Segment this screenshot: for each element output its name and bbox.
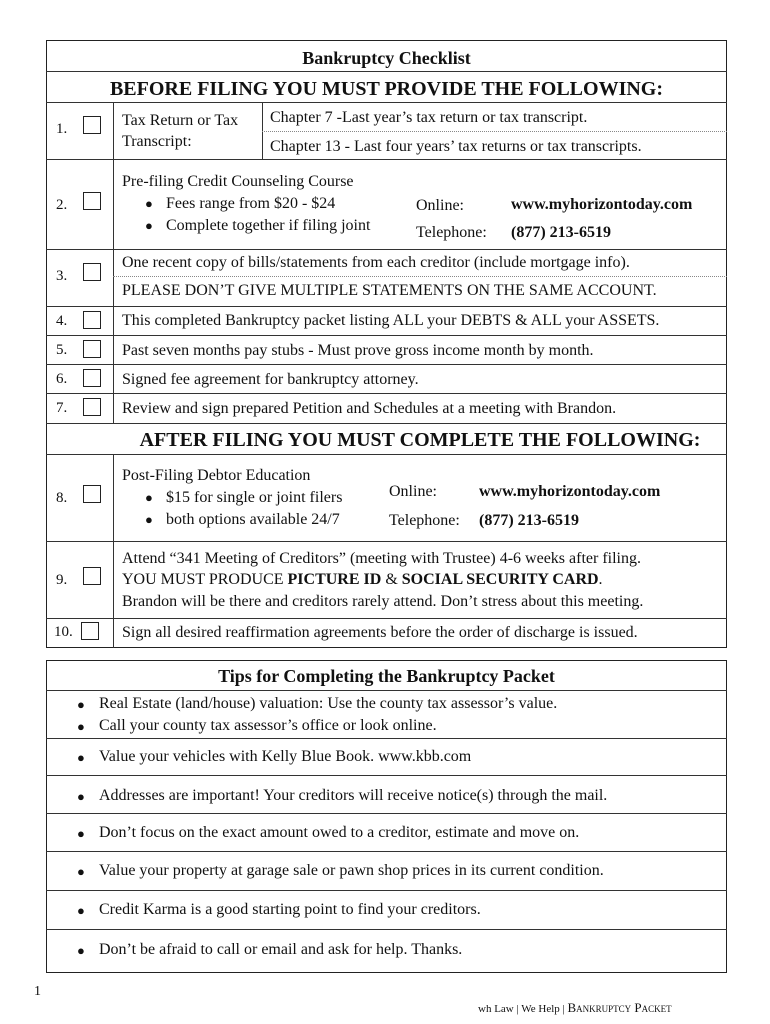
item-3-checkbox[interactable] [83, 263, 101, 281]
bullet-icon: ● [77, 903, 85, 918]
item-2-title: Pre-filing Credit Counseling Course [122, 173, 354, 190]
bullet-icon: ● [77, 789, 85, 804]
item-2-online-label: Online: [416, 197, 464, 214]
item-2-phone-label: Telephone: [416, 224, 487, 241]
item-9-line3: Brandon will be there and creditors rarely attend. Don’t stress about this meeting. [122, 593, 644, 610]
bullet-icon: ● [77, 864, 85, 879]
item-8-checkbox[interactable] [83, 485, 101, 503]
item-2-bullet2: Complete together if filing joint [166, 217, 371, 234]
bullet-icon: ● [77, 697, 85, 712]
item-6-text: Signed fee agreement for bankruptcy attorney. [122, 371, 419, 388]
item-2-bullet1: Fees range from $20 - $24 [166, 195, 336, 212]
item-10-text: Sign all desired reaffirmation agreements before the order of discharge is issued. [122, 624, 638, 641]
tip-item: Don’t be afraid to call or email and ask for help. Thanks. [99, 941, 463, 958]
item-number: 3. [56, 268, 68, 284]
item-1-label: Tax Return or Tax [122, 112, 239, 129]
item-2-online-url: www.myhorizontoday.com [511, 196, 693, 213]
tip-item: Value your vehicles with Kelly Blue Book. www.kbb.com [99, 748, 472, 765]
item-5-checkbox[interactable] [83, 340, 101, 358]
checklist-title: Bankruptcy Checklist [302, 48, 471, 68]
item-number: 2. [56, 197, 68, 213]
item-4-text: This completed Bankruptcy packet listing ALL your DEBTS & ALL your ASSETS. [122, 312, 660, 329]
item-10-checkbox[interactable] [81, 622, 99, 640]
item-1-chapter7: Chapter 7 -Last year’s tax return or tax transcript. [270, 109, 588, 126]
item-7-text: Review and sign prepared Petition and Schedules at a meeting with Brandon. [122, 400, 617, 417]
item-8-bullet1: $15 for single or joint filers [166, 489, 343, 506]
item-8-online-url: www.myhorizontoday.com [479, 483, 661, 500]
item-8-online-label: Online: [389, 483, 437, 500]
tip-item: Real Estate (land/house) valuation: Use the county tax assessor’s value. [99, 695, 558, 712]
before-filing-header: BEFORE FILING YOU MUST PROVIDE THE FOLLOWING: [109, 78, 664, 100]
page-number: 1 [34, 984, 41, 999]
item-number: 9. [56, 572, 68, 588]
tip-item: Addresses are important! Your creditors will receive notice(s) through the mail. [99, 787, 608, 804]
bullet-icon: ● [145, 512, 153, 527]
item-7-checkbox[interactable] [83, 398, 101, 416]
item-number: 1. [56, 121, 68, 137]
item-8-phone-label: Telephone: [389, 512, 460, 529]
item-1-label-line2: Transcript: [122, 133, 192, 150]
bullet-icon: ● [145, 490, 153, 505]
item-8-phone: (877) 213-6519 [479, 512, 579, 529]
item-1-chapter13: Chapter 13 - Last four years’ tax returns or tax transcripts. [270, 138, 642, 155]
item-9-checkbox[interactable] [83, 567, 101, 585]
item-9-line1: Attend “341 Meeting of Creditors” (meeting with Trustee) 4-6 weeks after filing. [122, 550, 641, 567]
tip-item: Call your county tax assessor’s office or look online. [99, 717, 437, 734]
item-5-text: Past seven months pay stubs - Must prove gross income month by month. [122, 342, 594, 359]
footer-brand [478, 1000, 672, 1016]
bullet-icon: ● [77, 750, 85, 765]
item-number: 4. [56, 313, 68, 329]
tip-item: Credit Karma is a good starting point to find your creditors. [99, 901, 481, 918]
tip-item: Value your property at garage sale or pawn shop prices in its current condition. [99, 862, 604, 879]
item-2-checkbox[interactable] [83, 192, 101, 210]
item-number: 8. [56, 490, 68, 506]
bullet-icon: ● [77, 719, 85, 734]
tip-item: Don’t focus on the exact amount owed to a creditor, estimate and move on. [99, 824, 580, 841]
footer-brand-text: wh Law | We Help | [478, 1003, 565, 1015]
item-4-checkbox[interactable] [83, 311, 101, 329]
bullet-icon: ● [145, 218, 153, 233]
footer-packet-text: Bankruptcy Packet [567, 1000, 672, 1015]
bullet-icon: ● [77, 826, 85, 841]
item-8-title: Post-Filing Debtor Education [122, 467, 311, 484]
item-6-checkbox[interactable] [83, 369, 101, 387]
item-number: 5. [56, 342, 68, 358]
item-2-phone: (877) 213-6519 [511, 224, 611, 241]
bullet-icon: ● [145, 196, 153, 211]
item-9-line2: YOU MUST PRODUCE PICTURE ID & SOCIAL SECURITY CARD. [122, 571, 603, 588]
tips-title: Tips for Completing the Bankruptcy Packet [218, 666, 555, 686]
item-8-bullet2: both options available 24/7 [166, 511, 340, 528]
item-1-checkbox[interactable] [83, 116, 101, 134]
after-filing-header: AFTER FILING YOU MUST COMPLETE THE FOLLOWING: [139, 429, 701, 451]
item-number: 6. [56, 371, 68, 387]
item-number: 10. [54, 624, 73, 640]
bullet-icon: ● [77, 943, 85, 958]
item-3-line2: PLEASE DON’T GIVE MULTIPLE STATEMENTS ON THE SAME ACCOUNT. [122, 282, 657, 299]
item-number: 7. [56, 400, 68, 416]
item-3-line1: One recent copy of bills/statements from each creditor (include mortgage info). [122, 254, 630, 271]
